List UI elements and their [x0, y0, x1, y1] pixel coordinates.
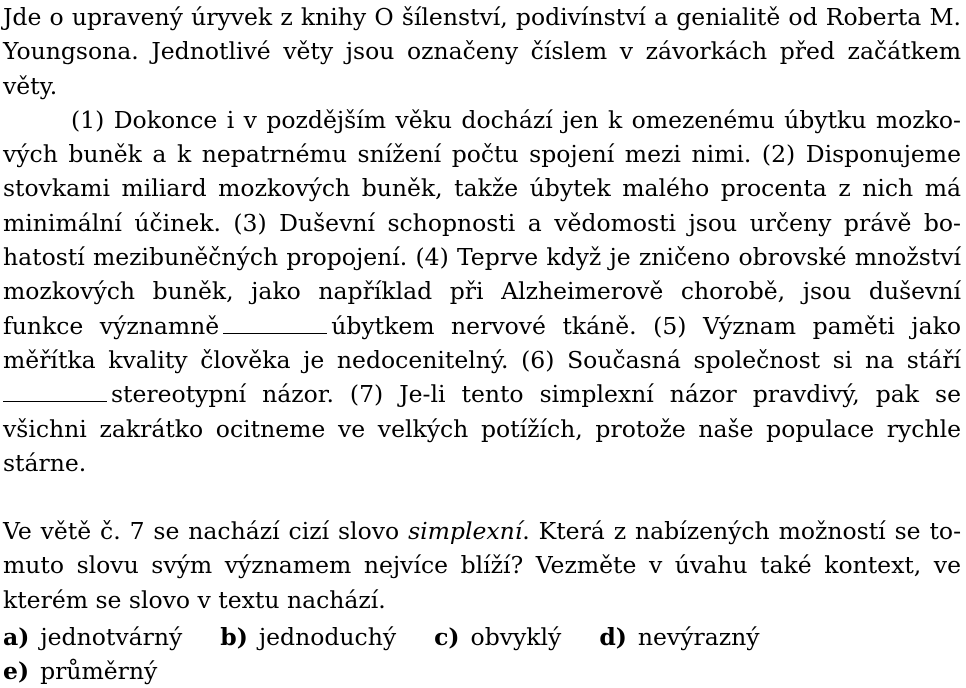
intro-text: Jde o upravený úryvek z knihy O šílenství, podivínství a genialitě od Roberta M. Youngsona. Jednotlivé věty jsou označeny číslem v závorkách před začátkem věty. [3, 3, 961, 100]
option-letter: b) [220, 623, 248, 652]
passage-part-1: (1) Dokonce i v pozdějším věku dochází jen k omezenému úbytku mozkových buněk a k nepatrnému snížení počtu spojení mezi nimi. (2) Disponujeme stovkami miliard mozkových buněk, takže úbytek malého procenta z nich má minimální účinek. (3) Duševní schopnosti a vědomosti jsou určeny právě bohatostí mezibuněčných propojení. (4) Teprve když je zničeno obrovské množství mozkových buněk, jako například při Alzheimerově chorobě, jsou duševní funkce významně [3, 105, 961, 340]
intro-paragraph [3, 0, 961, 103]
question-text-before: Ve větě č. 7 se nachází cizí slovo [3, 517, 409, 546]
document-page [3, 0, 961, 688]
option-letter: d) [599, 623, 627, 652]
blank-gap-1 [223, 309, 327, 334]
passage-part-3: stereotypní názor. (7) Je-li tento simplexní názor pravdivý, pak se všichni zakrátko ocitneme ve velkých potížích, protože naše populace rychle stárne. [3, 380, 961, 477]
answer-options [3, 620, 961, 688]
option-text: jednoduchý [258, 623, 397, 652]
option-d[interactable] [599, 620, 759, 654]
options-row-2 [3, 654, 961, 688]
option-b[interactable] [220, 620, 396, 654]
option-letter: e) [3, 657, 30, 686]
option-text: obvyklý [470, 623, 562, 652]
option-letter: a) [3, 623, 30, 652]
option-text: jednotvárný [40, 623, 183, 652]
option-text: nevýrazný [637, 623, 760, 652]
question-text-after: . Která z nabízených možností se tomuto slovu svým významem nejvíce blíží? Vezměte v úvahu také kontext, ve kterém se slovo v textu nachází. [3, 517, 962, 614]
option-letter: c) [434, 623, 460, 652]
option-text: průměrný [40, 657, 158, 686]
blank-gap-2 [3, 378, 107, 403]
question-term: simplexní [408, 517, 523, 546]
question-paragraph [3, 514, 961, 617]
passage-paragraph [3, 103, 961, 480]
option-a[interactable] [3, 620, 182, 654]
options-row-1 [3, 620, 961, 654]
paragraph-spacer [3, 480, 961, 514]
option-c[interactable] [434, 620, 561, 654]
passage-part-2: úbytkem nervové tkáně. (5) Význam paměti jako měřítka kvality člověka je nedocenitelný. (6) Současná společnost si na stáří [3, 311, 961, 374]
option-e[interactable] [3, 654, 157, 688]
